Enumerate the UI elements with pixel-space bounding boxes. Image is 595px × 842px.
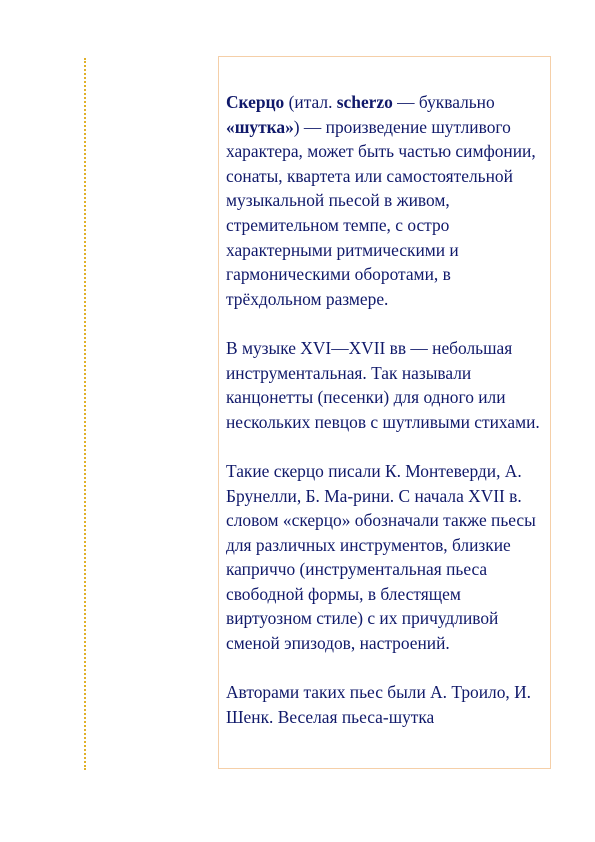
paragraph-definition [226,90,546,311]
paragraph-authors: Авторами таких пьес были А. Троило, И. Шенк. Веселая пьеса-шутка [226,682,532,727]
term-intro: (итал. [284,92,337,112]
text-frame [218,56,551,769]
paragraph-history: В музыке XVI—XVII вв — небольшая инструментальная. Так называли канцонетты (песенки) для одного или нескольких певцов с шутливыми стихами. [226,337,540,432]
term-scherzo: Скерцо [226,92,285,112]
margin-dotted-rule [84,58,86,770]
definition-text: ) — произведение шутливого характера, может быть частью симфонии, сонаты, квартета или самостоятельной музыкальной пьесой в живом, стремительном темпе, с остро характерными ритмическими и гармоническими оборотами, в трёхдольном размере. [226,116,536,309]
paragraph-composers: Такие скерцо писали К. Монтеверди, А. Брунелли, Б. Ма-рини. С начала XVII в. словом «скерцо» обозначали также пьесы для различных инструментов, близкие каприччо (инструментальная пьеса свободной формы, в блестящем виртуозном стиле) с их причудливой сменой эпизодов, настроений. [226,460,536,654]
term-italian: scherzo [336,92,393,112]
term-translation: «шутка» [226,116,294,137]
term-literal: — буквально [392,92,495,112]
